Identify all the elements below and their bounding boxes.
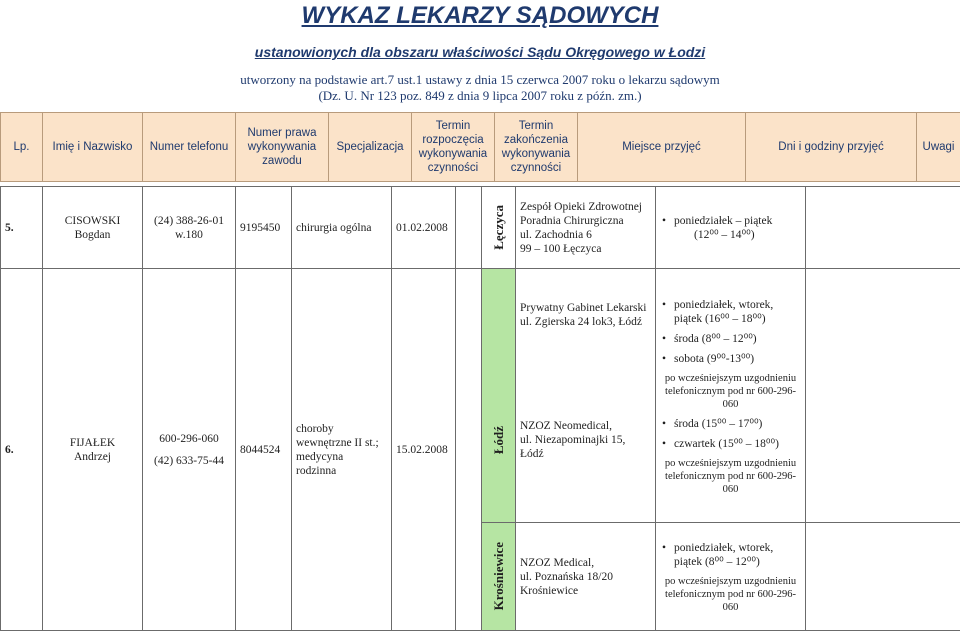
hours-item: • środa (15⁰⁰ – 17⁰⁰) xyxy=(674,417,801,431)
row-notes xyxy=(806,269,960,523)
row-notes xyxy=(806,187,960,269)
hours-item: • czwartek (15⁰⁰ – 18⁰⁰) xyxy=(674,437,801,451)
place-line: Łódź xyxy=(520,447,544,460)
place-line: Krośniewice xyxy=(520,584,579,597)
row-specialization: chirurgia ogólna xyxy=(292,187,392,269)
row-place xyxy=(516,523,656,631)
city-name: Łęczyca xyxy=(490,205,506,250)
spec-line: medycyna xyxy=(296,450,344,463)
header-license: Numer prawa wykonywania zawodu xyxy=(236,113,329,182)
header-end-date: Termin zakończenia wykonywania czynności xyxy=(495,113,578,182)
phone-extension: w.180 xyxy=(175,228,203,241)
header-lp: Lp. xyxy=(1,113,43,182)
header-name: Imię i Nazwisko xyxy=(43,113,143,182)
row-city xyxy=(482,269,516,523)
row-notes xyxy=(806,523,960,631)
hours-item: • sobota (9⁰⁰-13⁰⁰) xyxy=(674,352,801,366)
header-hours: Dni i godziny przyjęć xyxy=(746,113,917,182)
row-end-date xyxy=(456,187,482,269)
place-line: ul. Poznańska 18/20 xyxy=(520,570,613,583)
row-doctor-name xyxy=(43,269,143,631)
spec-line: choroby xyxy=(296,422,334,435)
hours-time: (12⁰⁰ – 14⁰⁰) xyxy=(694,228,755,241)
place-line: Zespół Opieki Zdrowotnej xyxy=(520,200,643,213)
hours-item xyxy=(674,214,801,242)
hours-note: po wcześniejszym uzgodnieniu telefonicznym pod nr 600-296-060 xyxy=(664,576,797,613)
row-license: 9195450 xyxy=(236,187,292,269)
place-line: ul. Niezapominajki 15, xyxy=(520,433,626,446)
row-lp: 5. xyxy=(1,187,43,269)
row-place xyxy=(516,269,656,523)
row-city xyxy=(482,523,516,631)
spec-line: rodzinna xyxy=(296,464,337,477)
hours-item: • poniedziałek, wtorek, piątek (16⁰⁰ – 18⁰⁰) xyxy=(674,298,801,326)
place-line: Poradnia Chirurgiczna xyxy=(520,214,624,227)
place-line: ul. Zgierska 24 lok3, Łódź xyxy=(520,315,643,328)
hours-days: • poniedziałek – piątek xyxy=(674,214,773,227)
row-end-date xyxy=(456,269,482,631)
hours-item: • poniedziałek, wtorek, piątek (8⁰⁰ – 12⁰⁰) xyxy=(674,541,801,569)
row-hours xyxy=(656,523,806,631)
phone-number: 600-296-060 xyxy=(159,432,219,445)
row-hours xyxy=(656,269,806,523)
spec-line: wewnętrzne II st.; xyxy=(296,436,379,449)
legal-basis xyxy=(0,72,960,104)
place-line: NZOZ Neomedical, xyxy=(520,419,612,432)
hours-note: po wcześniejszym uzgodnieniu telefonicznym pod nr 600-296-060 xyxy=(664,457,797,495)
doctor-surname: FIJAŁEK xyxy=(69,436,116,449)
table-row xyxy=(1,269,960,523)
row-lp: 6. xyxy=(1,269,43,631)
document-subtitle: ustanowionych dla obszaru właściwości Sądu Okręgowego w Łodzi xyxy=(254,44,706,60)
doctor-surname: CISOWSKI xyxy=(64,214,121,227)
place-line: NZOZ Medical, xyxy=(520,556,595,569)
doctor-firstname: Andrzej xyxy=(73,450,112,463)
row-city xyxy=(482,187,516,269)
row-place xyxy=(516,187,656,269)
row-start-date: 15.02.2008 xyxy=(392,269,456,631)
phone-number: (24) 388-26-01 xyxy=(154,214,224,227)
hours-note: po wcześniejszym uzgodnieniu telefonicznym pod nr 600-296-060 xyxy=(664,372,797,410)
row-doctor-name xyxy=(43,187,143,269)
header-place: Miejsce przyjęć xyxy=(578,113,746,182)
header-phone: Numer telefonu xyxy=(143,113,236,182)
header-notes: Uwagi xyxy=(917,113,960,182)
city-name: Krośniewice xyxy=(490,542,506,611)
doctors-table xyxy=(0,186,960,631)
doctor-firstname: Bogdan xyxy=(74,228,111,241)
city-name: Łódź xyxy=(490,426,506,455)
header-start-date: Termin rozpoczęcia wykonywania czynności xyxy=(412,113,495,182)
row-start-date: 01.02.2008 xyxy=(392,187,456,269)
legal-basis-line-1: utworzony na podstawie art.7 ust.1 ustawy z dnia 15 czerwca 2007 roku o lekarzu sądowym xyxy=(240,72,720,87)
header-specialization: Specjalizacja xyxy=(329,113,412,182)
table-row xyxy=(1,187,960,269)
row-phone xyxy=(143,187,236,269)
row-specialization xyxy=(292,269,392,631)
row-hours xyxy=(656,187,806,269)
document-title: WYKAZ LEKARZY SĄDOWYCH xyxy=(301,2,659,29)
row-license: 8044524 xyxy=(236,269,292,631)
place-line: 99 – 100 Łęczyca xyxy=(520,242,602,255)
legal-basis-line-2: (Dz. U. Nr 123 poz. 849 z dnia 9 lipca 2007 roku z późn. zm.) xyxy=(318,88,642,103)
row-phone xyxy=(143,269,236,631)
phone-number: (42) 633-75-44 xyxy=(154,454,224,467)
place-line: ul. Zachodnia 6 xyxy=(520,228,592,241)
hours-item: • środa (8⁰⁰ – 12⁰⁰) xyxy=(674,332,801,346)
place-line: Prywatny Gabinet Lekarski xyxy=(520,301,647,314)
header-table xyxy=(0,112,960,182)
